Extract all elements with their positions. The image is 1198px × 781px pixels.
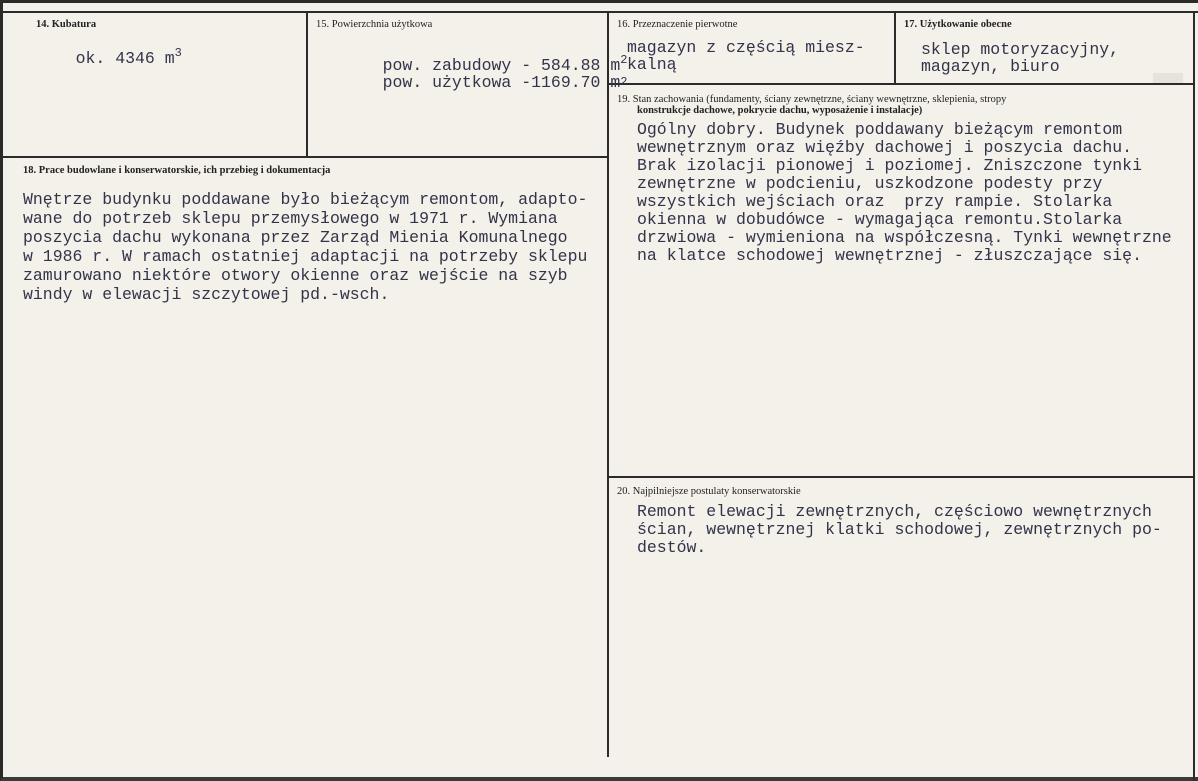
- divider-14-15: [306, 11, 308, 157]
- field-19-label-line-2: konstrukcje dachowe, pokrycie dachu, wyposażenie i instalacje): [637, 105, 923, 116]
- field-19-line-6: okienna w dobudówce - wymagająca remontu.Stolarka: [637, 210, 1123, 229]
- rule-below-16-17: [607, 83, 1195, 85]
- usable-area-text: pow. użytkowa -1169.70 m: [382, 72, 621, 92]
- field-17-label: 17. Użytkowanie obecne: [904, 19, 1012, 30]
- field-16-line-1: magazyn z częścią miesz-: [627, 38, 865, 57]
- field-18-line-6: windy w elewacji szczytowej pd.-wsch.: [23, 285, 390, 304]
- rule-below-19: [607, 476, 1195, 478]
- field-19-line-4: zewnętrzne w podcieniu, uszkodzone podesty przy: [637, 174, 1103, 193]
- cubature-unit-sup: 3: [174, 45, 182, 60]
- built-area-unit-sup: 2: [620, 52, 628, 67]
- field-20-line-2: ścian, wewnętrznej klatki schodowej, zewnętrznych po-: [637, 520, 1162, 539]
- usable-area-unit-sup: 2: [620, 74, 628, 89]
- field-19-line-2: wewnętrznym oraz więźby dachowej i poszycia dachu.: [637, 138, 1133, 157]
- rule-below-14-15: [3, 156, 609, 158]
- paper-smudge: [1153, 73, 1183, 83]
- divider-main-vertical: [607, 11, 609, 757]
- field-15-label: 15. Powierzchnia użytkowa: [316, 19, 433, 30]
- field-20-line-3: destów.: [637, 538, 707, 557]
- top-rule: [3, 11, 1198, 13]
- field-17-line-2: magazyn, biuro: [921, 57, 1060, 76]
- field-19-line-8: na klatce schodowej wewnętrznej - złuszczające się.: [637, 246, 1142, 265]
- divider-16-17: [894, 11, 896, 84]
- right-rule: [1193, 11, 1195, 781]
- field-20-label: 20. Najpilniejsze postulaty konserwatorskie: [617, 486, 801, 497]
- field-14-value: [36, 29, 182, 90]
- field-17-line-1: sklep motoryzacyjny,: [921, 40, 1120, 59]
- field-19-line-7: drzwiowa - wymieniona na współczesną. Tynki wewnętrzne: [637, 228, 1172, 247]
- field-19-label-line-1: 19. Stan zachowania (fundamenty, ściany zewnętrzne, ściany wewnętrzne, sklepienia, stropy: [617, 94, 1007, 105]
- field-18-line-5: zamurowano niektóre otwory okienne oraz wejście na szyb: [23, 266, 568, 285]
- cubature-text: ok. 4346 m: [75, 48, 175, 68]
- field-14-label: 14. Kubatura: [36, 19, 97, 30]
- field-16-label: 16. Przeznaczenie pierwotne: [617, 19, 738, 30]
- field-19-line-5: wszystkich wejściach oraz przy rampie. Stolarka: [637, 192, 1113, 211]
- field-18-line-2: wane do potrzeb sklepu przemysłowego w 1971 r. Wymiana: [23, 209, 558, 228]
- field-19-line-3: Brak izolacji pionowej i poziomej. Zniszczone tynki: [637, 156, 1142, 175]
- built-area-text: pow. zabudowy - 584.88 m: [382, 55, 621, 75]
- field-19-line-1: Ogólny dobry. Budynek poddawany bieżącym remontom: [637, 120, 1123, 139]
- field-18-line-1: Wnętrze budynku poddawane było bieżącym remontom, adapto-: [23, 190, 588, 209]
- field-16-line-2: kalną: [627, 55, 677, 74]
- field-15-line-2: [343, 53, 627, 114]
- field-20-line-1: Remont elewacji zewnętrznych, częściowo wewnętrznych: [637, 502, 1152, 521]
- field-18-line-4: w 1986 r. W ramach ostatniej adaptacji na potrzeby sklepu: [23, 247, 588, 266]
- field-18-line-3: poszycia dachu wykonana przez Zarząd Mienia Komunalnego: [23, 228, 568, 247]
- field-18-label: 18. Prace budowlane i konserwatorskie, ich przebieg i dokumentacja: [23, 165, 331, 176]
